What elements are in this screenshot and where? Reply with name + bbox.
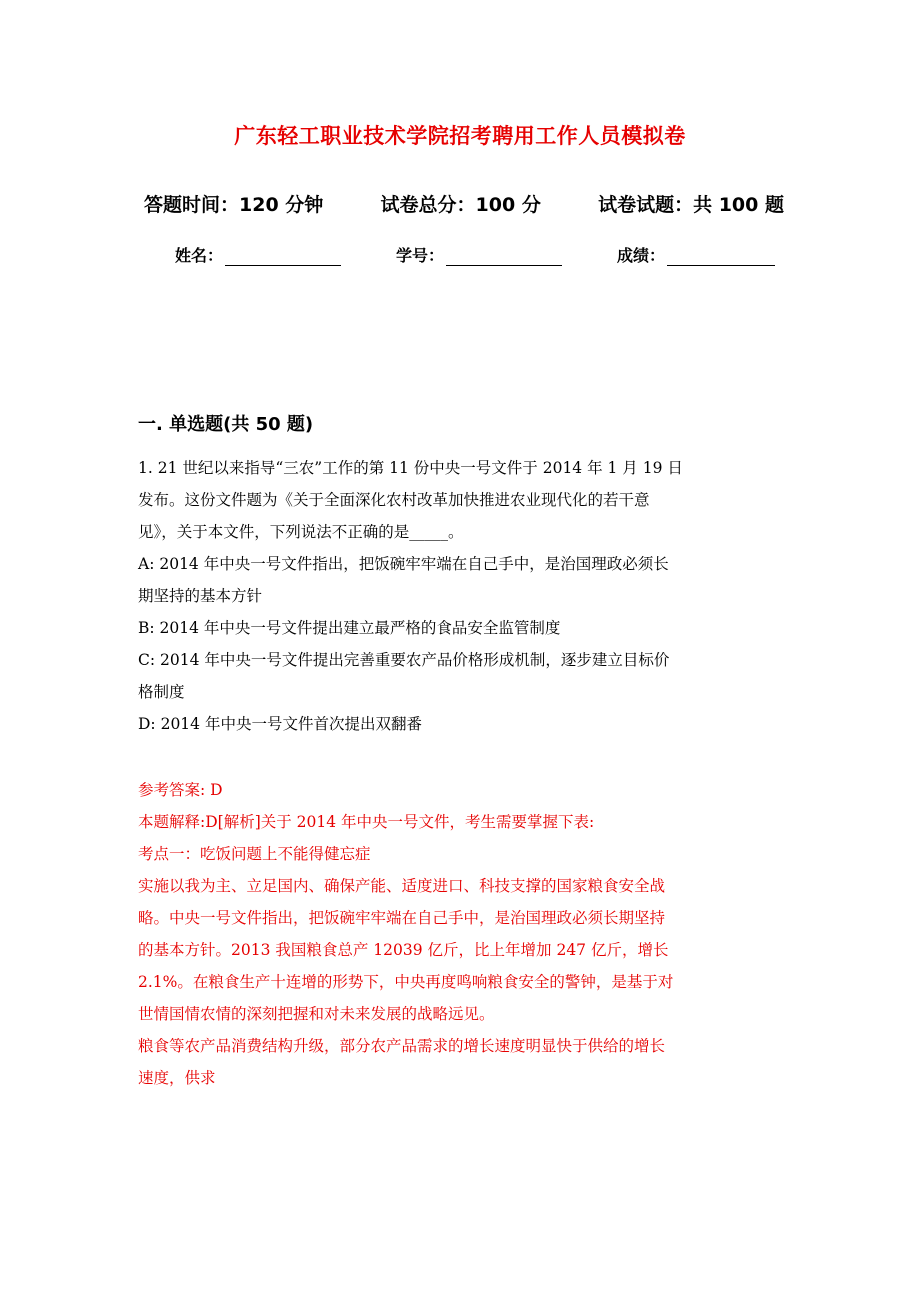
id-label: 学号： <box>395 246 444 265</box>
explanation-line: 考点一：吃饭问题上不能得健忘症 <box>138 845 371 863</box>
explanation-line: 实施以我为主、立足国内、确保产能、适度进口、科技支撑的国家粮食安全战 <box>138 877 666 895</box>
exam-meta-row <box>144 190 784 217</box>
option-b-line: B: 2014 年中央一号文件提出建立最严格的食品安全监管制度 <box>138 619 561 637</box>
name-label: 姓名： <box>175 246 224 265</box>
name-field <box>175 243 341 266</box>
section-title: 一. 单选题(共 50 题) <box>138 414 314 435</box>
student-info-row <box>175 243 775 266</box>
reference-answer: 参考答案: D <box>138 781 223 799</box>
answer-block <box>138 774 778 1094</box>
total-score: 试卷总分：100 分 <box>380 194 541 216</box>
grade-label: 成绩： <box>616 246 665 265</box>
id-field <box>396 243 562 266</box>
question-content <box>138 452 778 1094</box>
question-line: 1. 21 世纪以来指导“三农”工作的第 11 份中央一号文件于 2014 年 1 月 19 日 <box>138 459 683 477</box>
explanation-line: 速度，供求 <box>138 1069 216 1087</box>
name-blank <box>225 247 341 266</box>
document-title: 广东轻工职业技术学院招考聘用工作人员模拟卷 <box>234 124 686 148</box>
explanation-line: 本题解释:D[解析]关于 2014 年中央一号文件，考生需要掌握下表: <box>138 813 595 831</box>
question-line: 见》，关于本文件，下列说法不正确的是_____。 <box>138 523 464 541</box>
option-d-line: D: 2014 年中央一号文件首次提出双翻番 <box>138 715 422 733</box>
grade-field <box>617 243 775 266</box>
explanation-line: 的基本方针。2013 我国粮食总产 12039 亿斤，比上年增加 247 亿斤，增长 <box>138 941 669 959</box>
explanation-line: 略。中央一号文件指出，把饭碗牢牢端在自己手中，是治国理政必须长期坚持 <box>138 909 666 927</box>
grade-blank <box>667 247 775 266</box>
explanation-line: 2.1%。在粮食生产十连增的形势下，中央再度鸣响粮食安全的警钟，是基于对 <box>138 973 674 991</box>
id-blank <box>446 247 562 266</box>
exam-time: 答题时间：120 分钟 <box>144 194 324 216</box>
question-line: 发布。这份文件题为《关于全面深化农村改革加快推进农业现代化的若干意 <box>138 491 650 509</box>
total-questions: 试卷试题：共 100 题 <box>598 194 784 216</box>
spacer <box>138 740 778 774</box>
option-a-line: A: 2014 年中央一号文件指出，把饭碗牢牢端在自己手中，是治国理政必须长 <box>138 555 669 573</box>
option-a-line: 期坚持的基本方针 <box>138 587 263 605</box>
option-c-line: 格制度 <box>138 683 185 701</box>
explanation-line: 粮食等农产品消费结构升级，部分农产品需求的增长速度明显快于供给的增长 <box>138 1037 666 1055</box>
option-c-line: C: 2014 年中央一号文件提出完善重要农产品价格形成机制，逐步建立目标价 <box>138 651 670 669</box>
explanation-line: 世情国情农情的深刻把握和对未来发展的战略远见。 <box>138 1005 495 1023</box>
